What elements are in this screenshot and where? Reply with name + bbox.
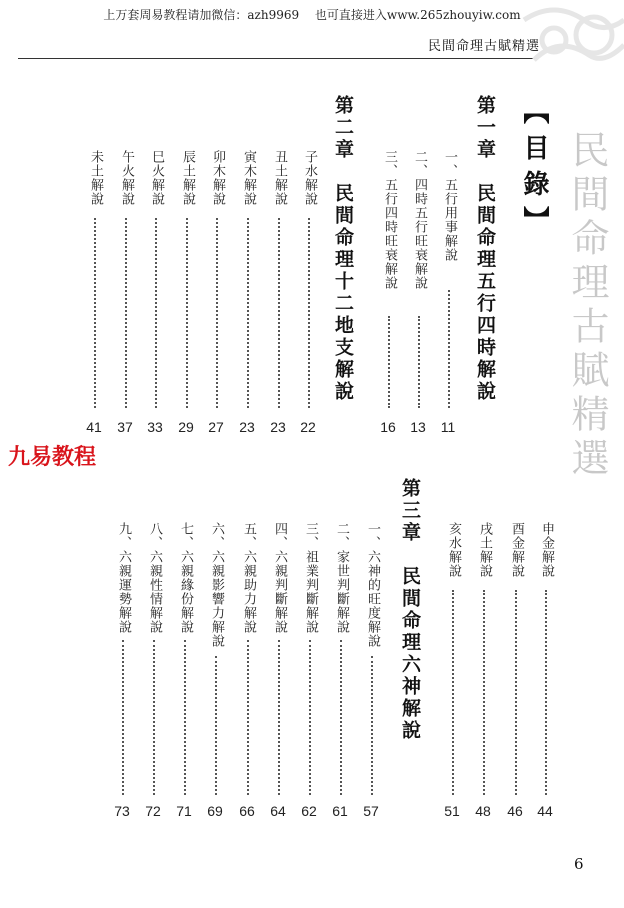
- toc-entry: 巳火解說: [149, 150, 164, 206]
- toc-entry: 三、祖業判斷解說: [303, 522, 318, 634]
- toc-entry: 卯木解說: [210, 150, 225, 206]
- page-ref: 61: [332, 803, 348, 819]
- chapter-3-title: 第三章 民間命理六神解說: [399, 478, 421, 742]
- toc-entry: 六、六親影響力解說: [209, 522, 224, 648]
- contents-heading: 【目錄】: [519, 98, 549, 242]
- page-ref: 29: [178, 419, 194, 435]
- dot-leader: [125, 218, 127, 408]
- page-ref: 27: [208, 419, 224, 435]
- dot-leader: [371, 656, 373, 795]
- dot-leader: [448, 290, 450, 408]
- toc-entry: 八、六親性情解說: [147, 522, 162, 634]
- toc-entry: 二、家世判斷解說: [334, 522, 349, 634]
- page-ref: 22: [300, 419, 316, 435]
- toc-entry: 午火解說: [119, 150, 134, 206]
- toc-entry: 五、六親助力解說: [241, 522, 256, 634]
- page-ref: 44: [537, 803, 553, 819]
- toc-entry: 三、五行四時旺衰解說: [382, 150, 397, 290]
- toc-entry: 辰土解說: [180, 150, 195, 206]
- dot-leader: [340, 640, 342, 795]
- page-ref: 41: [86, 419, 102, 435]
- page-ref: 16: [380, 419, 396, 435]
- page-ref: 71: [176, 803, 192, 819]
- dot-leader: [452, 590, 454, 795]
- brand-logo: 九易教程: [8, 445, 97, 470]
- dot-leader: [247, 640, 249, 795]
- page-ref: 33: [147, 419, 163, 435]
- chapter-2-title: 第二章 民間命理十二地支解說: [332, 95, 354, 403]
- toc-entry: 一、六神的旺度解說: [365, 522, 380, 648]
- toc-entry: 二、四時五行旺衰解說: [412, 150, 427, 290]
- dot-leader: [545, 590, 547, 795]
- page-ref: 62: [301, 803, 317, 819]
- dot-leader: [278, 218, 280, 408]
- page-ref: 23: [270, 419, 286, 435]
- dot-leader: [122, 640, 124, 795]
- top-watermark: 上万套周易教程请加微信：azh9969 也可直接进入www.265zhouyiw.com: [103, 8, 521, 22]
- toc-entry: 寅木解說: [241, 150, 256, 206]
- header-rule: [18, 58, 538, 59]
- toc-entry: 七、六親緣份解說: [178, 522, 193, 634]
- toc-entry: 亥水解說: [446, 522, 461, 578]
- toc-entry: 申金解說: [539, 522, 554, 578]
- dot-leader: [186, 218, 188, 408]
- running-head: 民間命理古賦精選: [428, 39, 541, 54]
- page-ref: 11: [440, 419, 456, 435]
- toc-entry: 戌土解說: [477, 522, 492, 578]
- toc-entry: 子水解說: [302, 150, 317, 206]
- dot-leader: [418, 316, 420, 408]
- page-ref: 57: [363, 803, 379, 819]
- page-ref: 72: [145, 803, 161, 819]
- dot-leader: [308, 218, 310, 408]
- page-ref: 66: [239, 803, 255, 819]
- page-ref: 51: [444, 803, 460, 819]
- chapter-1-title: 第一章 民間命理五行四時解說: [474, 95, 496, 403]
- page-ref: 69: [207, 803, 223, 819]
- dot-leader: [216, 218, 218, 408]
- dot-leader: [153, 640, 155, 795]
- toc-entry: 四、六親判斷解說: [272, 522, 287, 634]
- dot-leader: [278, 640, 280, 795]
- page-ref: 37: [117, 419, 133, 435]
- dot-leader: [515, 590, 517, 795]
- toc-entry: 九、六親運勢解說: [116, 522, 131, 634]
- dot-leader: [247, 218, 249, 408]
- page-ref: 13: [410, 419, 426, 435]
- page-ref: 23: [239, 419, 255, 435]
- dot-leader: [215, 656, 217, 795]
- dot-leader: [155, 218, 157, 408]
- page-number: 6: [574, 855, 584, 873]
- page-ref: 46: [507, 803, 523, 819]
- dot-leader: [388, 316, 390, 408]
- dot-leader: [483, 590, 485, 795]
- book-title: 民間命理古賦精選: [565, 130, 609, 482]
- toc-entry: 未土解說: [88, 150, 103, 206]
- toc-entry: 丑土解說: [272, 150, 287, 206]
- page-ref: 48: [475, 803, 491, 819]
- page-ref: 64: [270, 803, 286, 819]
- toc-entry: 一、五行用事解說: [442, 150, 457, 262]
- dot-leader: [309, 640, 311, 795]
- toc-entry: 酉金解說: [509, 522, 524, 578]
- dot-leader: [184, 640, 186, 795]
- page-ref: 73: [114, 803, 130, 819]
- dot-leader: [94, 218, 96, 408]
